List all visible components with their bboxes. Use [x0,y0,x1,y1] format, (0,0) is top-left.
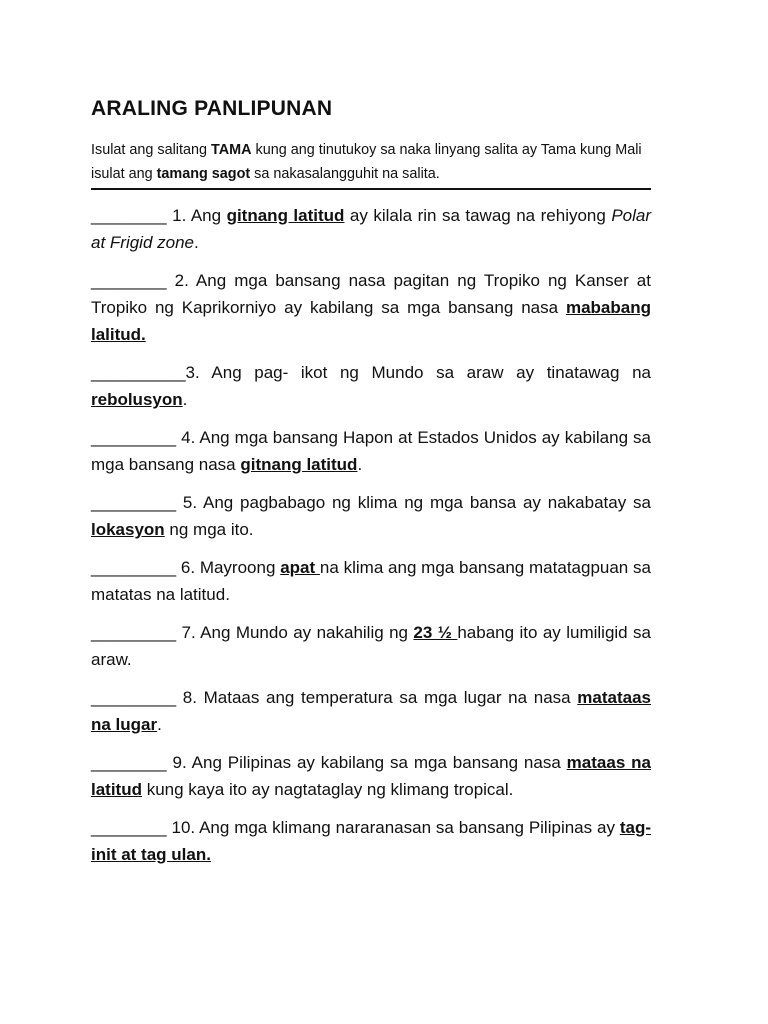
question-text: . [182,390,188,409]
question-text: 3. Ang pag- ikot ng Mundo sa araw ay tinatawag na [185,363,651,382]
question-list [91,202,651,868]
question-text: 2. Ang mga bansang nasa pagitan ng Tropiko ng Kanser at Tropiko ng Kaprikorniyo ay kabilang sa mga bansang nasa [91,271,651,317]
question-item [91,267,651,348]
question-text: habang ito ay lumiligid sa araw. [91,623,651,669]
answer-blank[interactable]: ________ [91,818,167,837]
question-text: kung kaya ito ay nagtataglay ng klimang tropical. [142,780,514,799]
question-item [91,554,651,608]
underlined-keyword: 23 ½ [413,623,458,642]
answer-blank[interactable]: __________ [91,363,186,382]
question-text: ay kilala rin sa tawag na rehiyong [344,206,612,225]
underlined-keyword: mataas na latitud [91,753,651,799]
question-item [91,749,651,803]
italic-term: Polar at Frigid zone [91,206,651,252]
instructions-text: sa nakasalangguhit na salita. [250,166,440,182]
answer-blank[interactable]: ________ [91,753,167,772]
question-item [91,202,651,256]
question-text: 6. Mayroong [176,558,281,577]
question-text: . [157,715,162,734]
answer-blank[interactable]: ________ [91,271,167,290]
page-title: ARALING PANLIPUNAN [91,97,333,120]
question-item [91,684,651,738]
question-text: 7. Ang Mundo ay nakahilig ng [176,623,414,642]
underlined-keyword: gitnang latitud [240,455,358,474]
question-item [91,619,651,673]
question-text: 5. Ang pagbabago ng klima ng mga bansa ay nakabatay sa [176,493,651,512]
underlined-keyword: apat [280,558,320,577]
answer-blank[interactable]: ________ [91,206,167,225]
instructions-emphasis: TAMA [211,142,252,158]
underlined-keyword: gitnang latitud [226,206,345,225]
question-item [91,814,651,868]
answer-blank[interactable]: _________ [91,688,177,707]
question-text: . [357,455,363,474]
question-text: 1. Ang [166,206,227,225]
underlined-keyword: matataas na lugar [91,688,651,734]
worksheet-page [91,96,651,879]
question-text: 10. Ang mga klimang nararanasan sa bansang Pilipinas ay [166,818,620,837]
question-text: na klima ang mga bansang matatagpuan sa matatas na latitud. [91,558,651,604]
underlined-keyword: lokasyon [91,520,165,539]
question-text: . [194,233,199,252]
question-item [91,359,651,413]
question-text: ng mga ito. [164,520,254,539]
question-text: 8. Mataas ang temperatura sa mga lugar na nasa [176,688,578,707]
question-text: 4. Ang mga bansang Hapon at Estados Unidos ay kabilang sa mga bansang nasa [91,428,651,474]
underlined-keyword: rebolusyon [91,390,183,409]
answer-blank[interactable]: _________ [91,623,177,642]
answer-blank[interactable]: _________ [91,493,177,512]
instructions-emphasis: tamang sagot [156,166,251,182]
instructions-text: kung ang tinutukoy sa naka linyang salita ay Tama kung Mali isulat ang [91,142,642,182]
answer-blank[interactable]: _________ [91,558,177,577]
question-item [91,424,651,478]
answer-blank[interactable]: _________ [91,428,177,447]
instructions [91,138,651,190]
question-item [91,489,651,543]
underlined-keyword: tag- init at tag ulan. [91,818,651,864]
instructions-text: Isulat ang salitang [91,142,212,158]
underlined-keyword: mababang lalitud. [91,298,651,344]
question-text: 9. Ang Pilipinas ay kabilang sa mga bansang nasa [166,753,567,772]
